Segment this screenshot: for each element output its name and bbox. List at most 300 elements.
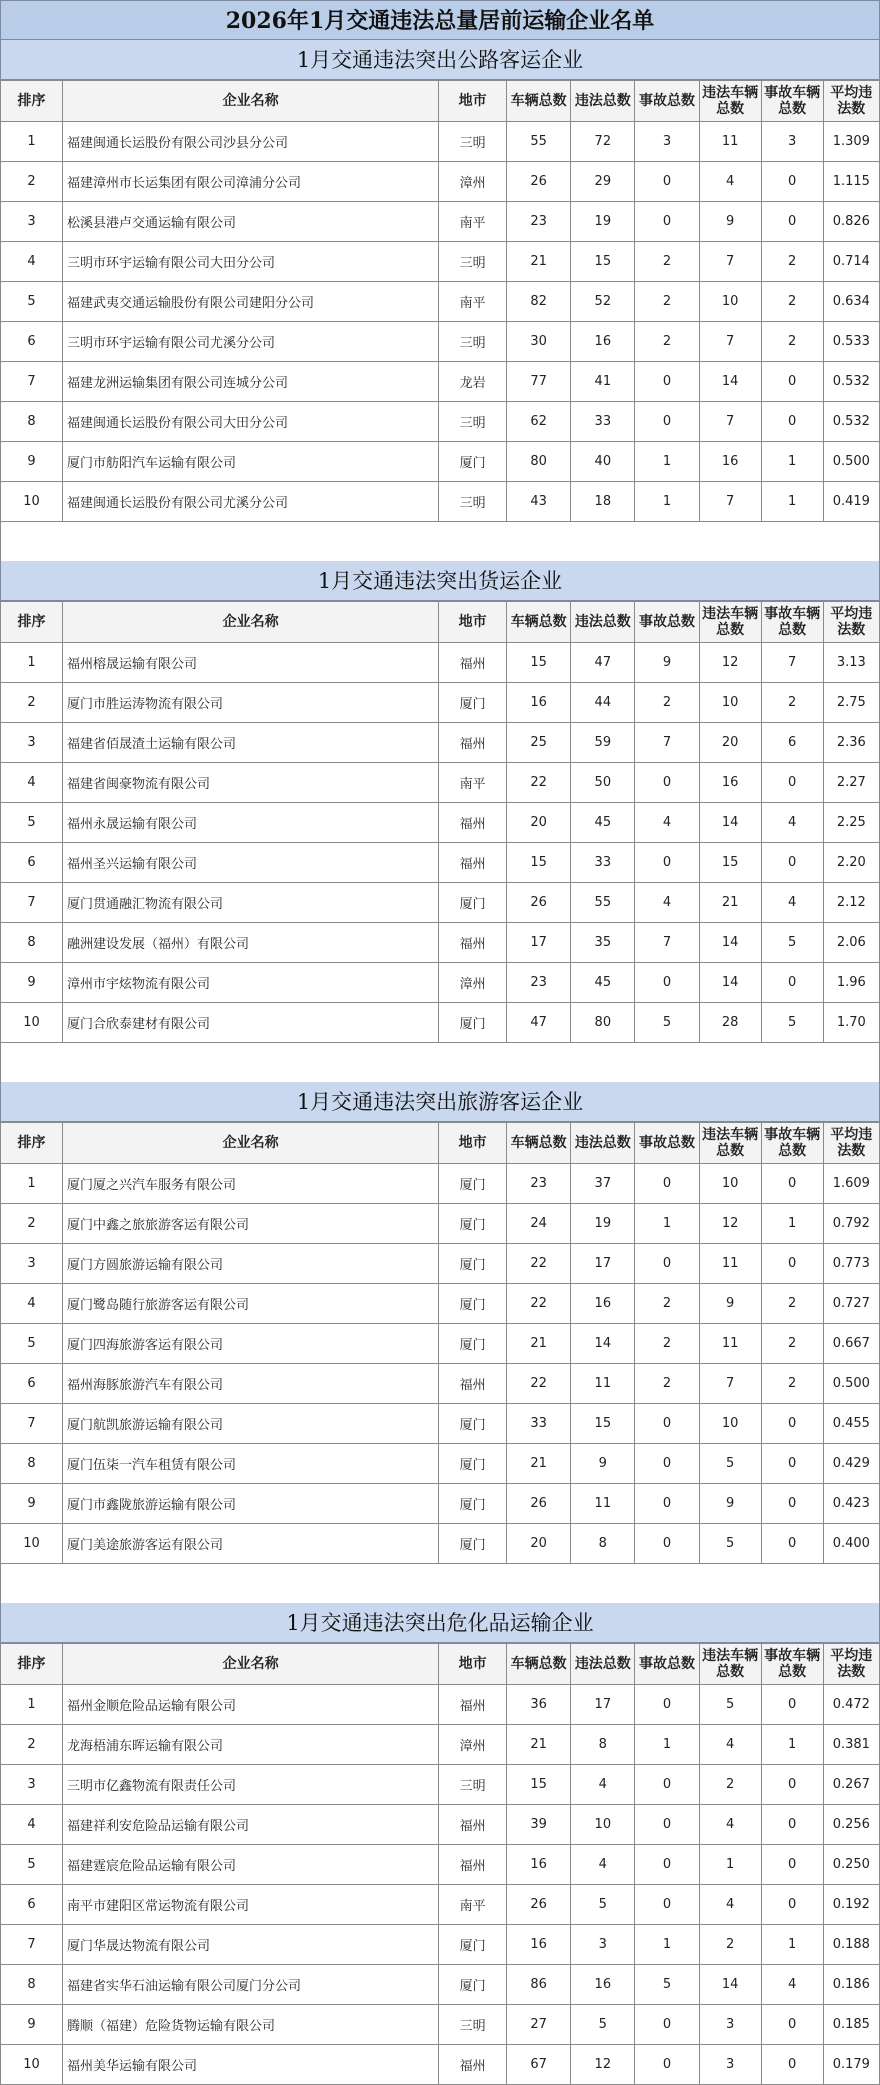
accident-count-cell: 0: [635, 202, 699, 242]
accident-count-cell: 0: [635, 963, 699, 1003]
avg-violations-cell: 1.70: [823, 1003, 879, 1043]
accident-vehicle-count-cell: 3: [761, 122, 823, 162]
city-cell: 福州: [439, 723, 507, 763]
table-row: [1, 723, 880, 763]
vehicle-count-cell: 22: [506, 1244, 570, 1284]
vehicle-count-cell: 27: [506, 2005, 570, 2045]
vehicle-count-cell: 55: [506, 122, 570, 162]
city-cell: 福州: [439, 843, 507, 883]
city-cell: 厦门: [439, 1003, 507, 1043]
city-cell: 南平: [439, 1885, 507, 1925]
table-row: [1, 1765, 880, 1805]
violating-vehicle-count-cell: 5: [699, 1685, 761, 1725]
city-cell: 南平: [439, 282, 507, 322]
accident-count-cell: 2: [635, 242, 699, 282]
company-name-cell: 三明市亿鑫物流有限责任公司: [62, 1765, 438, 1805]
company-name-cell: 松溪县港卢交通运输有限公司: [62, 202, 438, 242]
column-header-accident-vehicle-count: 事故车辆总数: [761, 1123, 823, 1164]
rank-cell: 8: [1, 923, 63, 963]
accident-count-cell: 0: [635, 1404, 699, 1444]
violating-vehicle-count-cell: 2: [699, 1925, 761, 1965]
violation-count-cell: 45: [571, 803, 635, 843]
table-row: [1, 1284, 880, 1324]
company-name-cell: 福建武夷交通运输股份有限公司建阳分公司: [62, 282, 438, 322]
violation-count-cell: 19: [571, 1204, 635, 1244]
table-row: [1, 202, 880, 242]
violating-vehicle-count-cell: 4: [699, 162, 761, 202]
violation-count-cell: 14: [571, 1324, 635, 1364]
violation-count-cell: 52: [571, 282, 635, 322]
table-row: [1, 402, 880, 442]
table-row: [1, 1244, 880, 1284]
table-row: [1, 482, 880, 522]
accident-vehicle-count-cell: 0: [761, 162, 823, 202]
accident-count-cell: 2: [635, 282, 699, 322]
vehicle-count-cell: 43: [506, 482, 570, 522]
violation-count-cell: 9: [571, 1444, 635, 1484]
company-name-cell: 厦门合欣泰建材有限公司: [62, 1003, 438, 1043]
vehicle-count-cell: 77: [506, 362, 570, 402]
violating-vehicle-count-cell: 7: [699, 482, 761, 522]
table-header-row: [1, 81, 880, 122]
violating-vehicle-count-cell: 3: [699, 2005, 761, 2045]
avg-violations-cell: 0.429: [823, 1444, 879, 1484]
city-cell: 三明: [439, 402, 507, 442]
company-name-cell: 福州永晟运输有限公司: [62, 803, 438, 843]
column-header-accident-count: 事故总数: [635, 1644, 699, 1685]
avg-violations-cell: 1.609: [823, 1164, 879, 1204]
accident-count-cell: 0: [635, 1444, 699, 1484]
accident-vehicle-count-cell: 0: [761, 1164, 823, 1204]
vehicle-count-cell: 30: [506, 322, 570, 362]
column-header-rank: 排序: [1, 1123, 63, 1164]
accident-count-cell: 4: [635, 803, 699, 843]
avg-violations-cell: 0.532: [823, 402, 879, 442]
rank-cell: 7: [1, 883, 63, 923]
rank-cell: 9: [1, 2005, 63, 2045]
rank-cell: 5: [1, 282, 63, 322]
violating-vehicle-count-cell: 14: [699, 963, 761, 1003]
avg-violations-cell: 0.773: [823, 1244, 879, 1284]
vehicle-count-cell: 22: [506, 1284, 570, 1324]
table-row: [1, 362, 880, 402]
violating-vehicle-count-cell: 5: [699, 1524, 761, 1564]
table-row: [1, 683, 880, 723]
city-cell: 厦门: [439, 883, 507, 923]
violation-count-cell: 11: [571, 1364, 635, 1404]
company-name-cell: 三明市环宇运输有限公司尤溪分公司: [62, 322, 438, 362]
table-row: [1, 843, 880, 883]
table-row: [1, 1364, 880, 1404]
table-header-row: [1, 602, 880, 643]
accident-count-cell: 9: [635, 643, 699, 683]
column-header-city: 地市: [439, 1123, 507, 1164]
vehicle-count-cell: 22: [506, 1364, 570, 1404]
vehicle-count-cell: 21: [506, 1725, 570, 1765]
rank-cell: 9: [1, 1484, 63, 1524]
accident-count-cell: 2: [635, 1284, 699, 1324]
violating-vehicle-count-cell: 16: [699, 442, 761, 482]
accident-vehicle-count-cell: 0: [761, 402, 823, 442]
table-header-row: [1, 1123, 880, 1164]
rank-cell: 5: [1, 1845, 63, 1885]
column-header-avg-violations: 平均违法数: [823, 81, 879, 122]
vehicle-count-cell: 15: [506, 843, 570, 883]
column-header-company-name: 企业名称: [62, 81, 438, 122]
avg-violations-cell: 2.20: [823, 843, 879, 883]
company-name-cell: 南平市建阳区常运物流有限公司: [62, 1885, 438, 1925]
violating-vehicle-count-cell: 4: [699, 1725, 761, 1765]
city-cell: 厦门: [439, 1244, 507, 1284]
accident-vehicle-count-cell: 1: [761, 1204, 823, 1244]
violating-vehicle-count-cell: 7: [699, 242, 761, 282]
column-header-accident-count: 事故总数: [635, 81, 699, 122]
table-row: [1, 1444, 880, 1484]
violating-vehicle-count-cell: 1: [699, 1845, 761, 1885]
violation-count-cell: 72: [571, 122, 635, 162]
column-header-rank: 排序: [1, 602, 63, 643]
accident-count-cell: 0: [635, 1885, 699, 1925]
vehicle-count-cell: 21: [506, 242, 570, 282]
accident-count-cell: 0: [635, 2005, 699, 2045]
column-header-accident-vehicle-count: 事故车辆总数: [761, 81, 823, 122]
accident-count-cell: 0: [635, 763, 699, 803]
vehicle-count-cell: 86: [506, 1965, 570, 2005]
company-name-cell: 福州榕晟运输有限公司: [62, 643, 438, 683]
city-cell: 厦门: [439, 1204, 507, 1244]
vehicle-count-cell: 15: [506, 643, 570, 683]
rank-cell: 2: [1, 683, 63, 723]
city-cell: 厦门: [439, 442, 507, 482]
vehicle-count-cell: 16: [506, 1845, 570, 1885]
rank-cell: 2: [1, 1725, 63, 1765]
city-cell: 福州: [439, 803, 507, 843]
ranking-table: [0, 601, 880, 1043]
vehicle-count-cell: 24: [506, 1204, 570, 1244]
violating-vehicle-count-cell: 4: [699, 1805, 761, 1845]
city-cell: 厦门: [439, 1324, 507, 1364]
accident-vehicle-count-cell: 5: [761, 1003, 823, 1043]
rank-cell: 3: [1, 723, 63, 763]
violating-vehicle-count-cell: 5: [699, 1444, 761, 1484]
violating-vehicle-count-cell: 28: [699, 1003, 761, 1043]
accident-count-cell: 2: [635, 1324, 699, 1364]
rank-cell: 8: [1, 402, 63, 442]
vehicle-count-cell: 20: [506, 1524, 570, 1564]
rank-cell: 8: [1, 1965, 63, 2005]
table-row: [1, 1685, 880, 1725]
vehicle-count-cell: 33: [506, 1404, 570, 1444]
column-header-vehicle-count: 车辆总数: [506, 81, 570, 122]
avg-violations-cell: 0.250: [823, 1845, 879, 1885]
accident-count-cell: 0: [635, 1845, 699, 1885]
company-name-cell: 福州金顺危险品运输有限公司: [62, 1685, 438, 1725]
table-row: [1, 162, 880, 202]
accident-count-cell: 1: [635, 482, 699, 522]
violating-vehicle-count-cell: 11: [699, 1324, 761, 1364]
rank-cell: 1: [1, 122, 63, 162]
column-header-violation-count: 违法总数: [571, 81, 635, 122]
column-header-avg-violations: 平均违法数: [823, 1123, 879, 1164]
city-cell: 厦门: [439, 1965, 507, 2005]
violation-count-cell: 50: [571, 763, 635, 803]
avg-violations-cell: 0.186: [823, 1965, 879, 2005]
accident-vehicle-count-cell: 0: [761, 2005, 823, 2045]
violation-count-cell: 16: [571, 1284, 635, 1324]
rank-cell: 9: [1, 442, 63, 482]
city-cell: 福州: [439, 643, 507, 683]
column-header-rank: 排序: [1, 1644, 63, 1685]
accident-vehicle-count-cell: 4: [761, 1965, 823, 2005]
vehicle-count-cell: 26: [506, 1885, 570, 1925]
avg-violations-cell: 2.27: [823, 763, 879, 803]
accident-count-cell: 2: [635, 322, 699, 362]
company-name-cell: 福建龙洲运输集团有限公司连城分公司: [62, 362, 438, 402]
company-name-cell: 三明市环宇运输有限公司大田分公司: [62, 242, 438, 282]
vehicle-count-cell: 36: [506, 1685, 570, 1725]
avg-violations-cell: 0.188: [823, 1925, 879, 1965]
rank-cell: 4: [1, 1805, 63, 1845]
table-row: [1, 1404, 880, 1444]
rank-cell: 1: [1, 1685, 63, 1725]
column-header-violation-count: 违法总数: [571, 602, 635, 643]
vehicle-count-cell: 25: [506, 723, 570, 763]
accident-count-cell: 1: [635, 1725, 699, 1765]
city-cell: 福州: [439, 1685, 507, 1725]
column-header-accident-vehicle-count: 事故车辆总数: [761, 1644, 823, 1685]
accident-vehicle-count-cell: 2: [761, 1324, 823, 1364]
avg-violations-cell: 0.667: [823, 1324, 879, 1364]
avg-violations-cell: 0.500: [823, 442, 879, 482]
vehicle-count-cell: 21: [506, 1324, 570, 1364]
company-name-cell: 福州圣兴运输有限公司: [62, 843, 438, 883]
city-cell: 三明: [439, 2005, 507, 2045]
violation-count-cell: 11: [571, 1484, 635, 1524]
table-row: [1, 643, 880, 683]
accident-vehicle-count-cell: 5: [761, 923, 823, 963]
rank-cell: 3: [1, 1244, 63, 1284]
rank-cell: 5: [1, 1324, 63, 1364]
avg-violations-cell: 0.826: [823, 202, 879, 242]
accident-count-cell: 0: [635, 1484, 699, 1524]
accident-count-cell: 0: [635, 362, 699, 402]
avg-violations-cell: 0.634: [823, 282, 879, 322]
accident-vehicle-count-cell: 6: [761, 723, 823, 763]
rank-cell: 6: [1, 843, 63, 883]
company-name-cell: 厦门市胜运涛物流有限公司: [62, 683, 438, 723]
sections-container: [0, 40, 880, 2085]
violation-count-cell: 12: [571, 2045, 635, 2085]
avg-violations-cell: 2.36: [823, 723, 879, 763]
accident-count-cell: 0: [635, 843, 699, 883]
avg-violations-cell: 2.75: [823, 683, 879, 723]
avg-violations-cell: 0.423: [823, 1484, 879, 1524]
table-row: [1, 1003, 880, 1043]
table-row: [1, 2045, 880, 2085]
accident-count-cell: 0: [635, 2045, 699, 2085]
rank-cell: 4: [1, 1284, 63, 1324]
accident-vehicle-count-cell: 7: [761, 643, 823, 683]
rank-cell: 8: [1, 1444, 63, 1484]
rank-cell: 1: [1, 643, 63, 683]
violating-vehicle-count-cell: 16: [699, 763, 761, 803]
violation-count-cell: 5: [571, 2005, 635, 2045]
ranking-table: [0, 1643, 880, 2085]
column-header-city: 地市: [439, 1644, 507, 1685]
column-header-city: 地市: [439, 81, 507, 122]
accident-vehicle-count-cell: 0: [761, 1685, 823, 1725]
vehicle-count-cell: 26: [506, 1484, 570, 1524]
accident-vehicle-count-cell: 0: [761, 1845, 823, 1885]
accident-vehicle-count-cell: 0: [761, 963, 823, 1003]
violation-count-cell: 33: [571, 843, 635, 883]
table-row: [1, 1925, 880, 1965]
company-name-cell: 厦门市鑫陇旅游运输有限公司: [62, 1484, 438, 1524]
rank-cell: 3: [1, 1765, 63, 1805]
vehicle-count-cell: 26: [506, 883, 570, 923]
city-cell: 厦门: [439, 1925, 507, 1965]
city-cell: 三明: [439, 1765, 507, 1805]
rank-cell: 2: [1, 162, 63, 202]
violating-vehicle-count-cell: 9: [699, 1284, 761, 1324]
violating-vehicle-count-cell: 3: [699, 2045, 761, 2085]
violation-count-cell: 5: [571, 1885, 635, 1925]
vehicle-count-cell: 23: [506, 963, 570, 1003]
rank-cell: 6: [1, 322, 63, 362]
table-row: [1, 963, 880, 1003]
table-row: [1, 1524, 880, 1564]
violation-count-cell: 29: [571, 162, 635, 202]
table-row: [1, 322, 880, 362]
avg-violations-cell: 0.455: [823, 1404, 879, 1444]
violating-vehicle-count-cell: 10: [699, 1164, 761, 1204]
section-spacer: [0, 1564, 880, 1603]
accident-count-cell: 0: [635, 1685, 699, 1725]
avg-violations-cell: 0.192: [823, 1885, 879, 1925]
company-name-cell: 福建闽通长运股份有限公司尤溪分公司: [62, 482, 438, 522]
section-title: 1月交通违法突出旅游客运企业: [0, 1082, 880, 1122]
accident-count-cell: 0: [635, 402, 699, 442]
vehicle-count-cell: 39: [506, 1805, 570, 1845]
city-cell: 福州: [439, 1845, 507, 1885]
violation-count-cell: 3: [571, 1925, 635, 1965]
vehicle-count-cell: 80: [506, 442, 570, 482]
violation-count-cell: 16: [571, 322, 635, 362]
rank-cell: 7: [1, 1925, 63, 1965]
avg-violations-cell: 1.96: [823, 963, 879, 1003]
accident-vehicle-count-cell: 0: [761, 1444, 823, 1484]
avg-violations-cell: 0.727: [823, 1284, 879, 1324]
company-name-cell: 融洲建设发展（福州）有限公司: [62, 923, 438, 963]
column-header-vehicle-count: 车辆总数: [506, 1123, 570, 1164]
rank-cell: 3: [1, 202, 63, 242]
city-cell: 厦门: [439, 1404, 507, 1444]
company-name-cell: 厦门方圆旅游运输有限公司: [62, 1244, 438, 1284]
city-cell: 厦门: [439, 683, 507, 723]
company-name-cell: 厦门中鑫之旅旅游客运有限公司: [62, 1204, 438, 1244]
city-cell: 福州: [439, 1364, 507, 1404]
column-header-accident-vehicle-count: 事故车辆总数: [761, 602, 823, 643]
violating-vehicle-count-cell: 10: [699, 683, 761, 723]
rank-cell: 10: [1, 1524, 63, 1564]
accident-count-cell: 2: [635, 1364, 699, 1404]
rank-cell: 1: [1, 1164, 63, 1204]
violation-count-cell: 80: [571, 1003, 635, 1043]
violating-vehicle-count-cell: 11: [699, 1244, 761, 1284]
table-row: [1, 1164, 880, 1204]
rank-cell: 7: [1, 1404, 63, 1444]
violation-count-cell: 8: [571, 1524, 635, 1564]
city-cell: 漳州: [439, 1725, 507, 1765]
column-header-vehicle-count: 车辆总数: [506, 602, 570, 643]
violation-count-cell: 16: [571, 1965, 635, 2005]
column-header-rank: 排序: [1, 81, 63, 122]
avg-violations-cell: 1.309: [823, 122, 879, 162]
vehicle-count-cell: 22: [506, 763, 570, 803]
rank-cell: 2: [1, 1204, 63, 1244]
section-title: 1月交通违法突出货运企业: [0, 561, 880, 601]
violating-vehicle-count-cell: 14: [699, 803, 761, 843]
avg-violations-cell: 2.06: [823, 923, 879, 963]
violation-count-cell: 15: [571, 242, 635, 282]
column-header-avg-violations: 平均违法数: [823, 1644, 879, 1685]
column-header-vehicle-count: 车辆总数: [506, 1644, 570, 1685]
column-header-avg-violations: 平均违法数: [823, 602, 879, 643]
rank-cell: 10: [1, 482, 63, 522]
city-cell: 厦门: [439, 1164, 507, 1204]
accident-vehicle-count-cell: 2: [761, 1364, 823, 1404]
violating-vehicle-count-cell: 12: [699, 1204, 761, 1244]
city-cell: 三明: [439, 242, 507, 282]
accident-count-cell: 5: [635, 1965, 699, 2005]
table-row: [1, 282, 880, 322]
rank-cell: 6: [1, 1364, 63, 1404]
accident-count-cell: 1: [635, 1204, 699, 1244]
avg-violations-cell: 0.256: [823, 1805, 879, 1845]
violating-vehicle-count-cell: 7: [699, 322, 761, 362]
table-row: [1, 1484, 880, 1524]
violation-count-cell: 41: [571, 362, 635, 402]
column-header-violating-vehicle-count: 违法车辆总数: [699, 1644, 761, 1685]
city-cell: 厦门: [439, 1444, 507, 1484]
vehicle-count-cell: 21: [506, 1444, 570, 1484]
city-cell: 福州: [439, 923, 507, 963]
section-spacer: [0, 522, 880, 561]
table-row: [1, 442, 880, 482]
accident-vehicle-count-cell: 1: [761, 482, 823, 522]
violation-count-cell: 4: [571, 1845, 635, 1885]
violation-count-cell: 40: [571, 442, 635, 482]
vehicle-count-cell: 20: [506, 803, 570, 843]
rank-cell: 6: [1, 1885, 63, 1925]
city-cell: 福州: [439, 1805, 507, 1845]
accident-count-cell: 4: [635, 883, 699, 923]
accident-vehicle-count-cell: 2: [761, 322, 823, 362]
violation-count-cell: 47: [571, 643, 635, 683]
rank-cell: 5: [1, 803, 63, 843]
violating-vehicle-count-cell: 9: [699, 1484, 761, 1524]
violating-vehicle-count-cell: 9: [699, 202, 761, 242]
company-name-cell: 厦门厦之兴汽车服务有限公司: [62, 1164, 438, 1204]
company-name-cell: 福州美华运输有限公司: [62, 2045, 438, 2085]
vehicle-count-cell: 16: [506, 1925, 570, 1965]
violating-vehicle-count-cell: 4: [699, 1885, 761, 1925]
accident-vehicle-count-cell: 2: [761, 1284, 823, 1324]
accident-vehicle-count-cell: 1: [761, 442, 823, 482]
vehicle-count-cell: 15: [506, 1765, 570, 1805]
city-cell: 厦门: [439, 1524, 507, 1564]
company-name-cell: 福建闽通长运股份有限公司大田分公司: [62, 402, 438, 442]
